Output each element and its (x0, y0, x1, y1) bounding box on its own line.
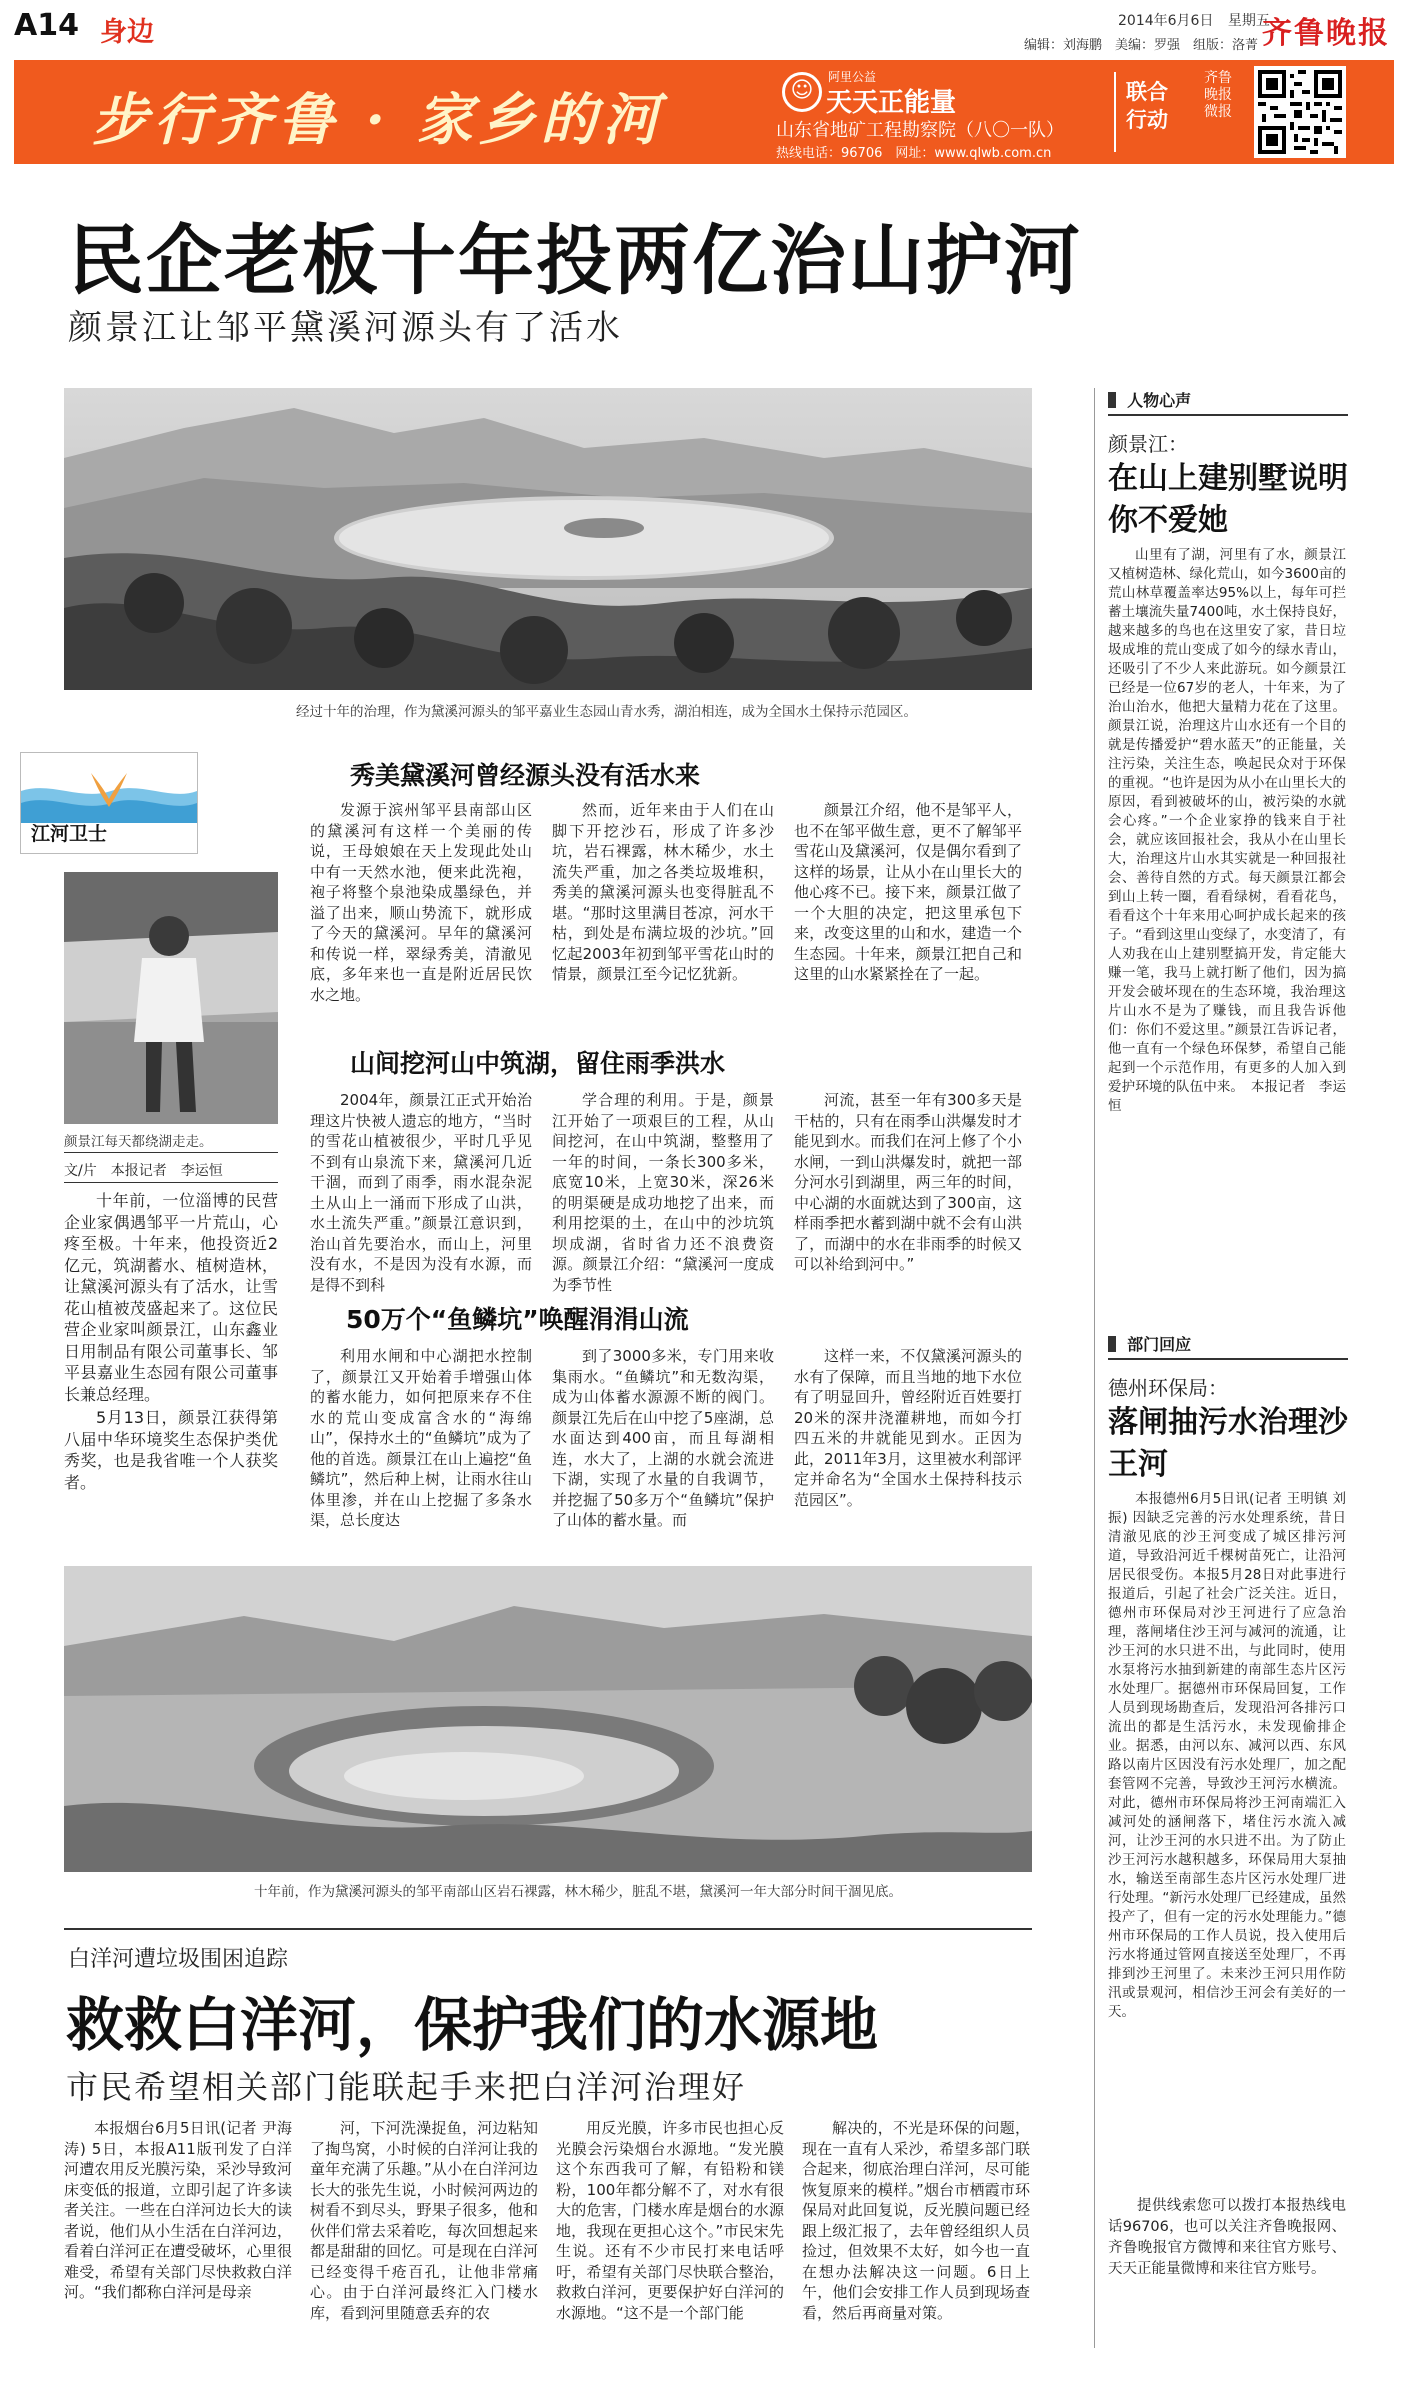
section1-column-2 (552, 800, 774, 987)
section1-column-3 (794, 800, 1022, 987)
sidebar-headline-2: 落闸抽污水治理沙王河 (1108, 1405, 1348, 1482)
smile-icon: ☺ (782, 72, 822, 112)
b-text-1: 本报烟台6月5日讯(记者 尹海涛) 5日，本报A11版刊发了白洋河遭农用反光膜污染，采沙导致河床变低的报道，立即引起了许多读者关注。一些在白洋河边长大的读者说，他们从小生活在白洋河边，看着白洋河正在遭受破坏，心里很难受，希望有关部门尽快救救白洋河。“我们都称白洋河是母亲 (64, 2119, 292, 2301)
section-label: 身边 (100, 17, 154, 48)
weekday: 星期五 (1227, 13, 1270, 29)
byline-divider-bottom (64, 1182, 278, 1183)
photo2-caption: 十年前，作为黛溪河源头的邹平南部山区岩石裸露，林木稀少，脏乱不堪，黛溪河一年大部分时间干涸见底。 (254, 1884, 902, 1900)
section2-title: 山间挖河山中筑湖，留住雨季洪水 (350, 1049, 726, 1078)
edition-date (1118, 10, 1270, 30)
sponsor-org: 山东省地矿工程勘察院（八〇一队） (776, 120, 1064, 141)
s3-text-1: 利用水闸和中心湖把水控制了，颜景江又开始着手增强山体的蓄水能力，如何把原来存不住水的荒山变成富含水的“海绵山”，保持水土的“鱼鳞坑”成为了他的首选。颜景江在山上遍挖“鱼鳞坑”，然后种上树，让雨水往山体里渗，并在山上挖掘了多条水渠，总长度达 (310, 1347, 532, 1529)
banner-divider (1114, 72, 1116, 152)
portrait-caption: 颜景江每天都绕湖走走。 (64, 1134, 213, 1150)
bottom-divider (64, 1928, 1032, 1930)
campaign-banner (14, 60, 1394, 164)
b-text-4: 解决的，不光是环保的问题，现在一直有人采沙，希望多部门联合起来，彻底治理白洋河，尽可能恢复原来的模样。”烟台市栖霞市环保局对此回复说，反光膜问题已经跟上级汇报了，去年曾经组织人员捡过，但效果不太好，如今也一直在想办法解决这一问题。6日上午，他们会安排工作人员到现场查看，然后再商量对策。 (802, 2119, 1030, 2322)
page-number: A14 (14, 8, 79, 43)
section3-title: 50万个“鱼鳞坑”唤醒涓涓山流 (346, 1305, 689, 1334)
bottom-headline: 救救白洋河，保护我们的水源地 (66, 1991, 879, 2059)
sidebar-tag-2 (1108, 1332, 1348, 1360)
qr-code-pattern (1258, 70, 1342, 154)
main-subheadline: 颜景江让邹平黛溪河源头有了活水 (68, 308, 623, 348)
tag1-label: 人物心声 (1127, 391, 1192, 410)
s2-text-3: 河流，甚至一年有300多天是干枯的，只有在雨季山洪爆发时才能见到水。而我们在河上修了个小水闸，一到山洪爆发时，就把一部分河水引到湖里，两三年的时间，中心湖的水面就达到了300亩，这样雨季把水蓄到湖中就不会有山洪了，而湖中的水在非雨季的时候又可以补给到河中。” (794, 1091, 1022, 1273)
s3-text-2: 到了3000多米，专门用来收集雨水。“鱼鳞坑”和无数沟渠，成为山体蓄水源源不断的阀门。颜景江先后在山中挖了5座湖，总水面达到400亩，而且每湖相连，水大了，上湖的水就会流进下湖，实现了水量的自我调节，并挖掘了50多万个“鱼鳞坑”保护了山体的蓄水量。而 (552, 1347, 774, 1529)
section3-column-3 (794, 1346, 1022, 1512)
bottom-column-4 (802, 2118, 1030, 2325)
sidebar-kicker-1: 颜景江： (1108, 432, 1188, 456)
bottom-column-2 (310, 2118, 538, 2325)
portrait-photo (64, 872, 278, 1124)
barren-landscape-photo (64, 1566, 1032, 1872)
footer-tip: 提供线索您可以拨打本报热线电话96706，也可以关注齐鲁晚报网、齐鲁晚报官方微博和来往官方账号、天天正能量微博和来往官方账号。 (1108, 2198, 1346, 2277)
tag2-marker (1108, 1336, 1116, 1352)
column-logo (20, 752, 198, 854)
lead-paragraph: 十年前，一位淄博的民营企业家偶遇邹平一片荒山，心疼至极。十年来，他投资近2亿元，筑湖蓄水、植树造林，让黛溪河源头有了活水，让雪花山植被茂盛起来了。这位民营企业家叫颜景江，山东鑫业日用制品有限公司董事长、邹平县嘉业生态园有限公司董事长兼总经理。 (64, 1191, 278, 1404)
joint-action-label: 联合行动 (1126, 80, 1168, 132)
sponsor-contact: 热线电话：96706 网址：www.qlwb.com.cn (776, 146, 1052, 161)
sidebar-text-2: 本报德州6月5日讯(记者 王明镇 刘振) 因缺乏完善的污水处理系统，昔日清澈见底的沙王河变成了城区排污河道，导致沿河近千棵树苗死亡，让沿河居民很受伤。本报5月28日对此事进行报道后，引起了社会广泛关注。近日，德州市环保局对沙王河进行了应急治理，落闸堵住沙王河与减河的流通，让沙王河的水只进不出，与此同时，使用水泵将污水抽到新建的南部生态片区污水处理厂。据德州市环保局回复，工作人员到现场勘查后，发现沿河各排污口流出的都是生活污水，未发现偷排企业。据悉，由河以东、减河以西、东风路以南片区因没有污水处理厂，加之配套管网不完善，导致沙王河污水横流。对此，德州市环保局将沙王河南端汇入减河处的涵闸落下，堵住污水流入减河，让沙王河的水只进不出。为了防止沙王河污水越积越多，环保局用大泵抽水，输送至南部生态片区污水处理厂进行处理。“新污水处理厂已经建成，虽然投产了，但有一定的污水处理能力。”德州市环保局的工作人员说，投入使用后污水将通过管网直接送至处理厂，不再排到沙王河里了。未来沙王河只用作防汛或景观河，相信沙王河会有美好的一天。 (1108, 1491, 1346, 2020)
river-hands-icon (21, 753, 197, 823)
section1-title: 秀美黛溪河曾经源头没有活水来 (350, 761, 701, 790)
bottom-column-3 (556, 2118, 784, 2325)
s1-text-2: 然而，近年来由于人们在山脚下开挖沙石，形成了许多沙坑，岩石裸露，林木稀少，水土流失严重，加之各类垃圾堆积，秀美的黛溪河源头也变得脏乱不堪。“那时这里满目苍凉，河水干枯，到处是布满垃圾的沙坑。”回忆起2003年初到邹平雪花山时的情景，颜景江至今记忆犹新。 (552, 801, 774, 983)
byline-divider (64, 1152, 278, 1153)
qr-code (1254, 66, 1346, 158)
bottom-kicker: 白洋河遭垃圾围困追踪 (68, 1947, 289, 1972)
sidebar-divider (1094, 388, 1095, 2348)
sponsor-brand: 天天正能量 (826, 88, 957, 118)
byline: 文/片 本报记者 李运恒 (64, 1163, 223, 1179)
section2-column-3 (794, 1090, 1022, 1277)
tag1-marker (1108, 392, 1116, 408)
editor-line: 编辑：刘海鹏 美编：罗强 组版：洛菁 (1024, 38, 1259, 53)
section2-column-2 (552, 1090, 774, 1297)
paper-name-logo: 齐鲁晚报 (1262, 16, 1390, 51)
b-text-3: 用反光膜，许多市民也担心反光膜会污染烟台水源地。“发光膜这个东西我可了解，有铅粉和镁粉，100年都分解不了，对水有很大的危害，门楼水库是烟台的水源地，我现在更担心这个。”市民宋先生说。还有不少市民打来电话呼吁，希望有关部门尽快联合整治，救救白洋河，更要保护好白洋河的水源地。“这不是一个部门能 (556, 2119, 784, 2322)
photo1-caption: 经过十年的治理，作为黛溪河源头的邹平嘉业生态园山青水秀，湖泊相连，成为全国水土保持示范园区。 (296, 704, 917, 720)
banner-title: 步行齐鲁 · 家乡的河 (92, 87, 665, 153)
sidebar-footer (1108, 2196, 1346, 2282)
sponsor-box (776, 64, 1106, 160)
lake-landscape-photo (64, 388, 1032, 690)
s1-text-1: 发源于滨州邹平县南部山区的黛溪河有这样一个美丽的传说，王母娘娘在天上发现此处山中有一天然水池，便来此洗袍，袍子将整个泉池染成墨绿色，并溢了出来，顺山势流下，就形成了今天的黛溪河。早年的黛溪河和传说一样，翠绿秀美，清澈见底，多年来也一直是附近居民饮水之地。 (310, 801, 532, 1004)
s2-text-1: 2004年，颜景江正式开始治理这片快被人遗忘的地方，“当时的雪花山植被很少，平时几乎见不到有山泉流下来，黛溪河几近干涸，而到了雨季，雨水混杂泥土从山上一涌而下形成了山洪，水土流失严重。”颜景江意识到，治山首先要治水，而山上，河里没有水，不是因为没有水源，而是得不到科 (310, 1091, 532, 1294)
section3-column-2 (552, 1346, 774, 1533)
sidebar-headline-1: 在山上建别墅说明你不爱她 (1108, 461, 1348, 538)
lead-column (64, 1190, 278, 1495)
main-headline: 民企老板十年投两亿治山护河 (68, 216, 1082, 305)
sidebar-body-2 (1108, 1490, 1346, 2024)
b-text-2: 河，下河洗澡捉鱼，河边粘知了掏鸟窝，小时候的白洋河让我的童年充满了乐趣。”从小在白洋河边长大的张先生说，小时候河两边的树看不到尽头，野果子很多，他和伙伴们常去采着吃，每次回想起来都是甜甜的回忆。可是现在白洋河已经变得千疮百孔，让他非常痛心。由于白洋河最终汇入门楼水库，看到河里随意丢弃的农 (310, 2119, 538, 2322)
sidebar-tag-1 (1108, 388, 1348, 416)
column-tag: 江河卫士 (31, 823, 108, 845)
date: 2014年6月6日 (1118, 13, 1214, 29)
sidebar-body-1 (1108, 546, 1346, 1118)
tag2-label: 部门回应 (1127, 1335, 1192, 1354)
lead-paragraph-2: 5月13日，颜景江获得第八届中华环境奖生态保护类优秀奖，也是我省唯一个人获奖者。 (64, 1408, 278, 1492)
sponsor-tag: 阿里公益 (828, 70, 877, 84)
section2-column-1 (310, 1090, 532, 1297)
s1-text-3: 颜景江介绍，他不是邹平人，也不在邹平做生意，更不了解邹平雪花山及黛溪河，仅是偶尔看到了这样的场景，让从小在山里长大的他心疼不已。接下来，颜景江做了一个大胆的决定，把这里承包下来，改变这里的山和水，建造一个生态园。十年来，颜景江把自己和这里的山水紧紧拴在了一起。 (794, 801, 1022, 983)
barren-landscape-image (64, 1566, 1032, 1872)
qr-label: 齐鲁晚报微报 (1204, 70, 1232, 120)
bottom-subheadline: 市民希望相关部门能联起手来把白洋河治理好 (66, 2068, 747, 2106)
sidebar-kicker-2: 德州环保局： (1108, 1376, 1228, 1400)
section3-column-1 (310, 1346, 532, 1533)
bottom-column-1 (64, 2118, 292, 2305)
s2-text-2: 学合理的利用。于是，颜景江开始了一项艰巨的工程，从山间挖河，在山中筑湖，整整用了一年的时间，一条长300多米，底宽10米，上宽30米，深26米的明渠硬是成功地挖了出来，而利用挖渠的土，在山中的沙坑筑坝成湖，省时省力还不浪费资源。颜景江介绍：“黛溪河一度成为季节性 (552, 1091, 774, 1294)
sidebar-text-1: 山里有了湖，河里有了水，颜景江又植树造林、绿化荒山，如今3600亩的荒山林草覆盖率达95%以上，每年可拦蓄土壤流失量7400吨，水土保持良好，越来越多的鸟也在这里安了家，昔日垃圾成堆的荒山变成了如今的绿水青山，还吸引了不少人来此游玩。如今颜景江已经是一位67岁的老人，十年来，为了治山治水，他把大量精力花在了这里。颜景江说，治理这片山水还有一个目的就是传播爱护“碧水蓝天”的正能量，关注污染，关注生态，唤起民众对于环保的重视。“也许是因为从小在山里长大的原因，看到被破坏的山，被污染的水就会心疼。”一个企业家挣的钱来自于社会，就应该回报社会，我从小在山里长大，治理这片山水其实就是一种回报社会、善待自然的方式。每天颜景江都会到山上转一圈，看看绿树，看看花鸟，看看这个十年来用心呵护成长起来的孩子。“看到这里山变绿了，水变清了，有人劝我在山上建别墅搞开发，肯定能大赚一笔，我马上就打断了他们，因为搞开发会破坏现在的生态环境，我治理这片山水不是为了赚钱，而且我告诉他们：你们不爱这里。”颜景江告诉记者，他一直有一个绿色环保梦，希望自己能起到一个示范作用，有更多的人加入到爱护环境的队伍中来。 本报记者 李运恒 (1108, 547, 1346, 1114)
s3-text-3: 这样一来，不仅黛溪河源头的水有了保障，而且当地的地下水位有了明显回升，曾经附近百姓要打20米的深井浇灌耕地，而如今打四五米的井就能见到水。正因为此，2011年3月，这里被水利部评定并命名为“全国水土保持科技示范园区”。 (794, 1347, 1022, 1509)
section1-column-1 (310, 800, 532, 1007)
lake-landscape-image (64, 388, 1032, 690)
portrait-image (64, 872, 278, 1124)
